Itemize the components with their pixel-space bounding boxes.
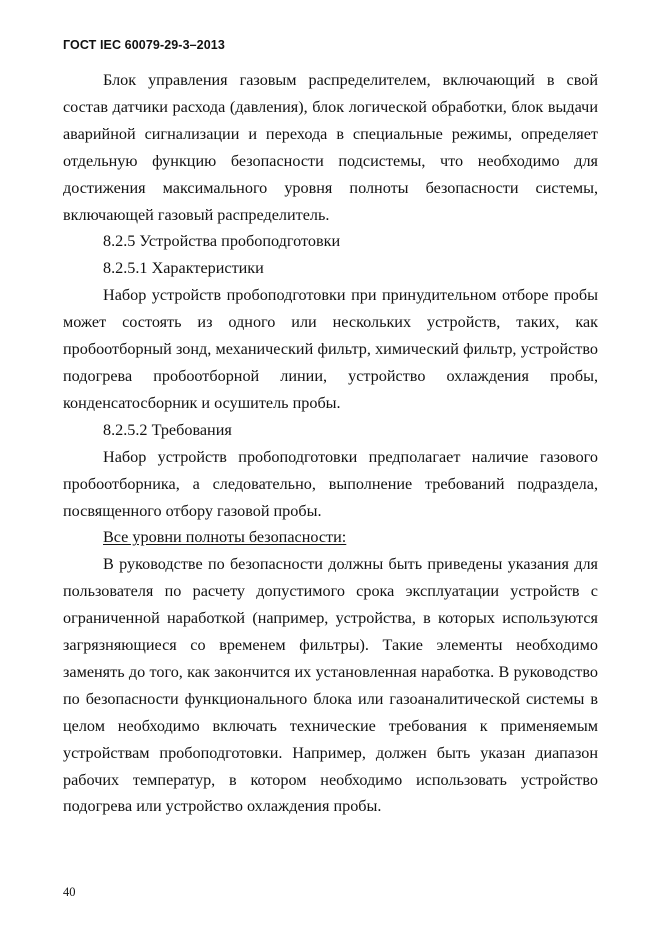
subheading-all-levels	[63, 524, 598, 551]
document-header: ГОСТ IEC 60079-29-3–2013	[63, 38, 225, 52]
paragraph-requirements: Набор устройств пробоподготовки предполагает наличие газового пробоотборника, а следовательно, выполнение требований подраздела, посвященного отбору газовой пробы.	[63, 447, 598, 520]
page-number: 40	[63, 885, 76, 899]
subheading-all-levels-text: Все уровни полноты безопасности:	[103, 528, 347, 547]
paragraph-gas-distributor: Блок управления газовым распределителем, включающий в свой состав датчики расхода (давления), блок логической обработки, блок выдачи аварийной сигнализации и перехода в специальные режимы, определяет отдельную функцию безопасности подсистемы, что необходимо для достижения максимального уровня полноты безопасности системы, включающей газовый распределитель.	[63, 71, 598, 224]
section-heading-8-2-5-2: 8.2.5.2 Требования	[103, 420, 232, 439]
section-heading-8-2-5-1: 8.2.5.1 Характеристики	[103, 259, 264, 278]
paragraph-safety-manual: В руководстве по безопасности должны быть приведены указания для пользователя по расчету допустимого срока эксплуатации устройств с ограниченной наработкой (например, устройства, в которых используются загрязняющиеся со временем фильтры). Такие элементы необходимо заменять до того, как закончится их установленная наработка. В руководство по безопасности функционального блока или газоаналитической системы в целом необходимо включать технические требования к применяемым устройствам пробоподготовки. Например, должен быть указан диапазон рабочих температур, в котором необходимо использовать устройство подогрева или устройство охлаждения пробы.	[63, 555, 598, 816]
document-body	[63, 67, 598, 820]
paragraph-characteristics: Набор устройств пробоподготовки при принудительном отборе пробы может состоять из одного или нескольких устройств, таких, как пробоотборный зонд, механический фильтр, химический фильтр, устройство подогрева пробоотборной линии, устройство охлаждения пробы, конденсатосборник и осушитель пробы.	[63, 286, 598, 412]
section-heading-8-2-5: 8.2.5 Устройства пробоподготовки	[103, 232, 341, 251]
